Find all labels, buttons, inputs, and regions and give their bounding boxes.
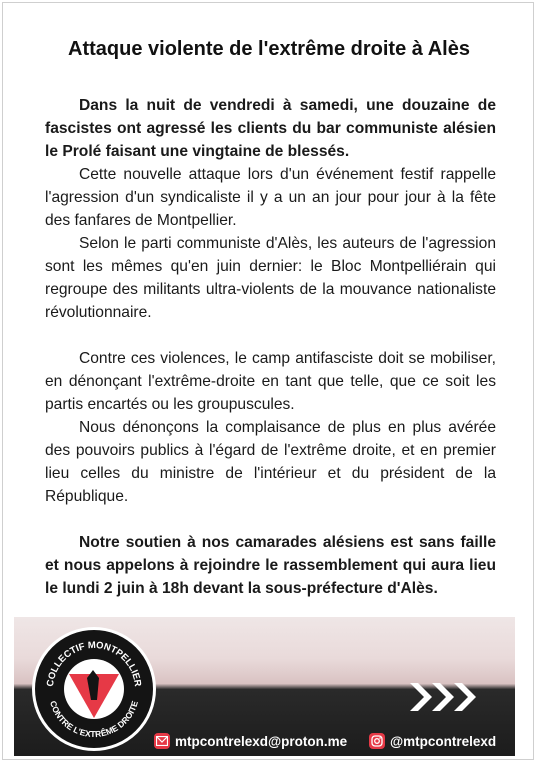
triple-chevron-right-icon <box>406 679 486 715</box>
email-contact[interactable] <box>154 731 347 751</box>
logo-bottom-text: CONTRE L'EXTRÊME DROITE <box>48 699 140 740</box>
collective-logo <box>32 627 156 751</box>
paragraph-3: Selon le parti communiste d'Alès, les auteurs de l'agression sont les mêmes qu'en juin dernier: le Bloc Montpelliérain qui regroupe des militants ultra-violents de la mouvance nationaliste révolutionnaire. <box>45 235 496 321</box>
instagram-icon <box>369 733 385 749</box>
instagram-contact[interactable] <box>369 731 496 751</box>
paragraph-5: Nous dénonçons la complaisance de plus en plus avérée des pouvoirs publics à l'égard de l'extrême droite, et en premier lieu celles du ministre de l'intérieur et du président de la République. <box>45 419 496 505</box>
paragraph-2: Cette nouvelle attaque lors d'un événement festif rappelle l'agression d'un syndicaliste il y a un an jour pour jour à la fête des fanfares de Montpellier. <box>45 166 496 229</box>
instagram-handle: @mtpcontrelexd <box>390 733 497 749</box>
paragraph-call-to-action: Notre soutien à nos camarades alésiens est sans faille et nous appelons à rejoindre le rassemblement qui aura lieu le lundi 2 juin à 18h devant la sous-préfecture d'Alès. <box>45 534 496 597</box>
footer-banner <box>14 617 515 756</box>
email-text: mtpcontrelexd@proton.me <box>175 733 348 749</box>
mail-icon <box>154 733 170 749</box>
page-title: Attaque violente de l'extrême droite à Alès <box>68 38 470 60</box>
paragraph-intro: Dans la nuit de vendredi à samedi, une douzaine de fascistes ont agressé les clients du bar communiste alésien le Prolé faisant une vingtaine de blessés. <box>45 97 496 160</box>
logo-top-text: COLLECTIF MONTPELLIER <box>44 639 144 688</box>
article-body <box>45 94 496 600</box>
paragraph-4: Contre ces violences, le camp antifasciste doit se mobiliser, en dénonçant l'extrême-droite en tant que telle, que ce soit les partis encartés ou les groupuscules. <box>45 350 496 413</box>
